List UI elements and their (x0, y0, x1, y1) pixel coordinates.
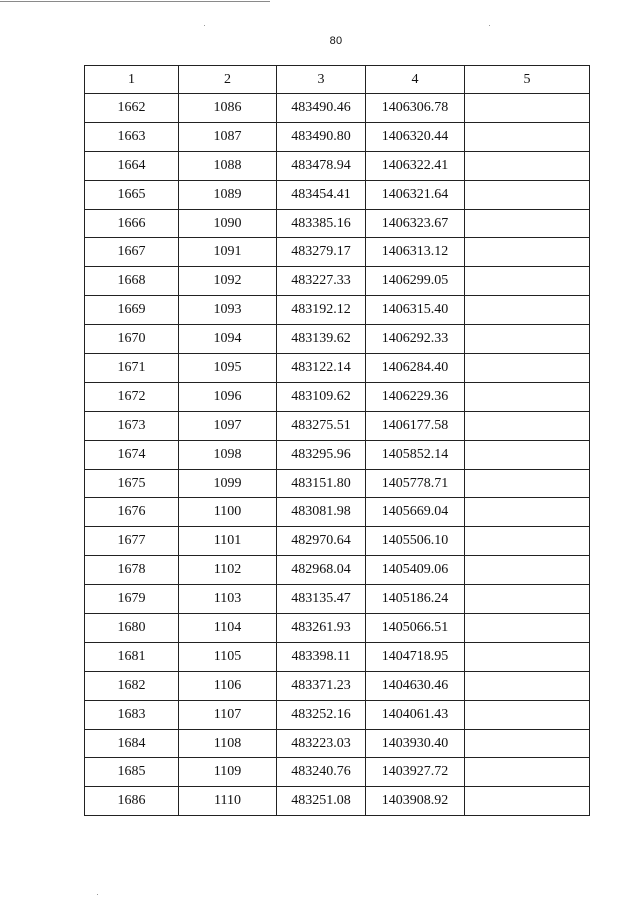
table-header-row (85, 66, 590, 94)
table-row (85, 411, 590, 440)
cell-note (465, 209, 590, 238)
table-row (85, 527, 590, 556)
cell-y-coordinate: 1406229.36 (366, 382, 465, 411)
cell-note (465, 94, 590, 123)
cell-point-number: 1682 (85, 671, 179, 700)
cell-point-number: 1668 (85, 267, 179, 296)
cell-x-coordinate: 483295.96 (277, 440, 366, 469)
cell-note (465, 122, 590, 151)
cell-vertex-number: 1091 (179, 238, 277, 267)
cell-vertex-number: 1108 (179, 729, 277, 758)
cell-vertex-number: 1089 (179, 180, 277, 209)
cell-vertex-number: 1097 (179, 411, 277, 440)
cell-y-coordinate: 1404718.95 (366, 642, 465, 671)
cell-y-coordinate: 1404061.43 (366, 700, 465, 729)
cell-point-number: 1678 (85, 556, 179, 585)
cell-y-coordinate: 1405669.04 (366, 498, 465, 527)
table-row (85, 382, 590, 411)
table-row (85, 787, 590, 816)
cell-x-coordinate: 483227.33 (277, 267, 366, 296)
cell-vertex-number: 1107 (179, 700, 277, 729)
cell-point-number: 1672 (85, 382, 179, 411)
cell-point-number: 1662 (85, 94, 179, 123)
cell-vertex-number: 1093 (179, 296, 277, 325)
scan-speck (489, 25, 490, 26)
column-header-4: 4 (366, 66, 465, 94)
cell-note (465, 151, 590, 180)
cell-y-coordinate: 1405409.06 (366, 556, 465, 585)
table-row (85, 325, 590, 354)
cell-x-coordinate: 483478.94 (277, 151, 366, 180)
cell-note (465, 238, 590, 267)
cell-note (465, 700, 590, 729)
cell-y-coordinate: 1406323.67 (366, 209, 465, 238)
cell-point-number: 1663 (85, 122, 179, 151)
page-number: 80 (329, 35, 343, 47)
cell-note (465, 758, 590, 787)
column-header-1: 1 (85, 66, 179, 94)
cell-note (465, 411, 590, 440)
cell-point-number: 1684 (85, 729, 179, 758)
cell-x-coordinate: 482968.04 (277, 556, 366, 585)
cell-y-coordinate: 1406320.44 (366, 122, 465, 151)
cell-y-coordinate: 1406321.64 (366, 180, 465, 209)
cell-x-coordinate: 483371.23 (277, 671, 366, 700)
cell-vertex-number: 1096 (179, 382, 277, 411)
cell-y-coordinate: 1406177.58 (366, 411, 465, 440)
cell-point-number: 1681 (85, 642, 179, 671)
column-header-3: 3 (277, 66, 366, 94)
column-header-2: 2 (179, 66, 277, 94)
cell-y-coordinate: 1405186.24 (366, 585, 465, 614)
cell-point-number: 1673 (85, 411, 179, 440)
table-row (85, 209, 590, 238)
cell-note (465, 469, 590, 498)
cell-y-coordinate: 1406322.41 (366, 151, 465, 180)
cell-x-coordinate: 483135.47 (277, 585, 366, 614)
cell-note (465, 325, 590, 354)
cell-point-number: 1676 (85, 498, 179, 527)
table-row (85, 440, 590, 469)
cell-note (465, 585, 590, 614)
table-row (85, 556, 590, 585)
cell-vertex-number: 1092 (179, 267, 277, 296)
cell-note (465, 296, 590, 325)
cell-y-coordinate: 1406315.40 (366, 296, 465, 325)
table-row (85, 94, 590, 123)
cell-y-coordinate: 1406306.78 (366, 94, 465, 123)
cell-vertex-number: 1095 (179, 354, 277, 383)
cell-point-number: 1670 (85, 325, 179, 354)
cell-note (465, 354, 590, 383)
cell-vertex-number: 1094 (179, 325, 277, 354)
cell-vertex-number: 1109 (179, 758, 277, 787)
cell-point-number: 1671 (85, 354, 179, 383)
table-row (85, 614, 590, 643)
cell-vertex-number: 1106 (179, 671, 277, 700)
scan-top-rule (0, 1, 270, 2)
cell-point-number: 1674 (85, 440, 179, 469)
cell-y-coordinate: 1405778.71 (366, 469, 465, 498)
table-row (85, 642, 590, 671)
cell-x-coordinate: 483151.80 (277, 469, 366, 498)
table-row (85, 585, 590, 614)
table-row (85, 758, 590, 787)
cell-x-coordinate: 483081.98 (277, 498, 366, 527)
coordinates-table (84, 65, 590, 816)
cell-point-number: 1683 (85, 700, 179, 729)
cell-x-coordinate: 483139.62 (277, 325, 366, 354)
cell-y-coordinate: 1406292.33 (366, 325, 465, 354)
cell-vertex-number: 1105 (179, 642, 277, 671)
cell-x-coordinate: 482970.64 (277, 527, 366, 556)
cell-vertex-number: 1087 (179, 122, 277, 151)
column-header-5: 5 (465, 66, 590, 94)
cell-vertex-number: 1088 (179, 151, 277, 180)
cell-x-coordinate: 483252.16 (277, 700, 366, 729)
cell-x-coordinate: 483398.11 (277, 642, 366, 671)
scan-speck (204, 25, 205, 26)
cell-note (465, 382, 590, 411)
cell-vertex-number: 1098 (179, 440, 277, 469)
cell-y-coordinate: 1406299.05 (366, 267, 465, 296)
cell-note (465, 267, 590, 296)
cell-point-number: 1686 (85, 787, 179, 816)
cell-x-coordinate: 483385.16 (277, 209, 366, 238)
table-row (85, 671, 590, 700)
cell-vertex-number: 1102 (179, 556, 277, 585)
cell-x-coordinate: 483192.12 (277, 296, 366, 325)
cell-point-number: 1669 (85, 296, 179, 325)
cell-y-coordinate: 1403908.92 (366, 787, 465, 816)
cell-vertex-number: 1104 (179, 614, 277, 643)
cell-x-coordinate: 483261.93 (277, 614, 366, 643)
cell-y-coordinate: 1404630.46 (366, 671, 465, 700)
cell-vertex-number: 1101 (179, 527, 277, 556)
cell-x-coordinate: 483279.17 (277, 238, 366, 267)
cell-y-coordinate: 1403927.72 (366, 758, 465, 787)
cell-x-coordinate: 483223.03 (277, 729, 366, 758)
cell-x-coordinate: 483275.51 (277, 411, 366, 440)
cell-note (465, 729, 590, 758)
cell-x-coordinate: 483122.14 (277, 354, 366, 383)
cell-note (465, 556, 590, 585)
cell-y-coordinate: 1406313.12 (366, 238, 465, 267)
cell-note (465, 498, 590, 527)
cell-point-number: 1666 (85, 209, 179, 238)
table-body (85, 94, 590, 816)
scan-speck (97, 894, 98, 895)
cell-vertex-number: 1099 (179, 469, 277, 498)
table-row (85, 296, 590, 325)
cell-vertex-number: 1086 (179, 94, 277, 123)
cell-x-coordinate: 483454.41 (277, 180, 366, 209)
cell-note (465, 180, 590, 209)
cell-note (465, 614, 590, 643)
table-row (85, 267, 590, 296)
cell-point-number: 1680 (85, 614, 179, 643)
cell-point-number: 1664 (85, 151, 179, 180)
cell-note (465, 642, 590, 671)
table-row (85, 729, 590, 758)
cell-point-number: 1677 (85, 527, 179, 556)
cell-vertex-number: 1090 (179, 209, 277, 238)
cell-y-coordinate: 1405066.51 (366, 614, 465, 643)
cell-vertex-number: 1110 (179, 787, 277, 816)
table-row (85, 180, 590, 209)
cell-vertex-number: 1103 (179, 585, 277, 614)
cell-note (465, 787, 590, 816)
cell-note (465, 527, 590, 556)
table-row (85, 498, 590, 527)
cell-y-coordinate: 1406284.40 (366, 354, 465, 383)
table-row (85, 354, 590, 383)
cell-note (465, 671, 590, 700)
cell-x-coordinate: 483240.76 (277, 758, 366, 787)
table-row (85, 238, 590, 267)
cell-x-coordinate: 483490.46 (277, 94, 366, 123)
cell-x-coordinate: 483251.08 (277, 787, 366, 816)
cell-point-number: 1667 (85, 238, 179, 267)
cell-y-coordinate: 1405506.10 (366, 527, 465, 556)
cell-y-coordinate: 1403930.40 (366, 729, 465, 758)
table-row (85, 469, 590, 498)
table-row (85, 151, 590, 180)
cell-vertex-number: 1100 (179, 498, 277, 527)
cell-x-coordinate: 483109.62 (277, 382, 366, 411)
cell-y-coordinate: 1405852.14 (366, 440, 465, 469)
table-row (85, 122, 590, 151)
cell-note (465, 440, 590, 469)
cell-point-number: 1685 (85, 758, 179, 787)
cell-point-number: 1675 (85, 469, 179, 498)
cell-point-number: 1679 (85, 585, 179, 614)
cell-point-number: 1665 (85, 180, 179, 209)
cell-x-coordinate: 483490.80 (277, 122, 366, 151)
table-row (85, 700, 590, 729)
